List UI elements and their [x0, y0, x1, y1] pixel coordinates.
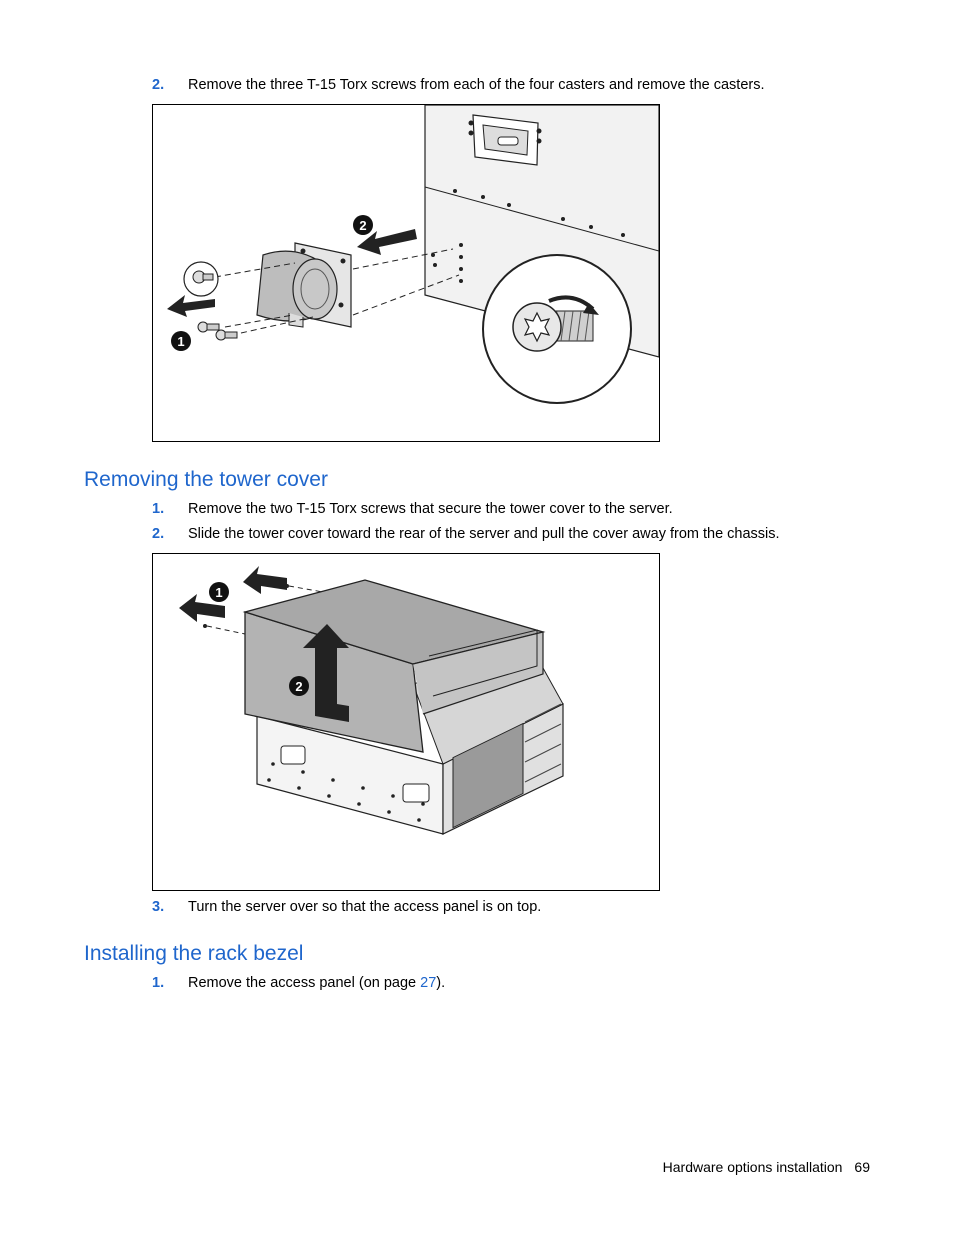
torx-screws: [198, 322, 237, 340]
arrow-icon: [243, 566, 287, 594]
step-number: 1.: [152, 975, 165, 991]
screw-detail-small: [184, 262, 218, 296]
caster-bracket: [257, 243, 351, 327]
callout-2: [289, 676, 309, 696]
step-number: 2.: [152, 526, 165, 542]
screw-icon: [203, 624, 207, 628]
step-text: Slide the tower cover toward the rear of the server and pull the cover away from the chassis.: [188, 526, 780, 542]
step-text-before: Remove the access panel (on page: [188, 975, 421, 991]
step-text: Remove the two T-15 Torx screws that secure the tower cover to the server.: [188, 501, 673, 517]
section-heading-installing-rack-bezel: Installing the rack bezel: [84, 942, 304, 965]
callout-1: [171, 331, 191, 351]
page-link[interactable]: 27: [420, 975, 437, 991]
step-text: Turn the server over so that the access panel is on top.: [188, 899, 542, 915]
svg-text:1: 1: [215, 585, 223, 600]
figure-tower-cover-removal: [152, 553, 660, 891]
step-number: 1.: [152, 501, 165, 517]
page-footer: [560, 1159, 870, 1175]
callout-1: [209, 582, 229, 602]
svg-text:1: 1: [177, 334, 185, 349]
section-heading-removing-tower-cover: Removing the tower cover: [84, 468, 328, 491]
svg-text:2: 2: [359, 218, 367, 233]
arrow-icon: [167, 295, 215, 317]
callout-2: [353, 215, 373, 235]
step-number: 3.: [152, 899, 165, 915]
figure-caster-removal: [152, 104, 660, 442]
magnified-screw-detail: [483, 255, 631, 403]
page-number: 69: [854, 1159, 870, 1175]
chassis-handle: [469, 115, 542, 165]
step-text-after: ).: [436, 975, 446, 991]
footer-section-title: Hardware options installation: [662, 1159, 843, 1175]
svg-text:2: 2: [295, 679, 303, 694]
step-number: 2.: [152, 77, 165, 93]
tower-cover-illustration: [153, 554, 659, 890]
step-text: [188, 974, 445, 992]
caster-removal-illustration: [153, 105, 659, 441]
step-text: Remove the three T-15 Torx screws from each of the four casters and remove the casters.: [188, 77, 765, 93]
